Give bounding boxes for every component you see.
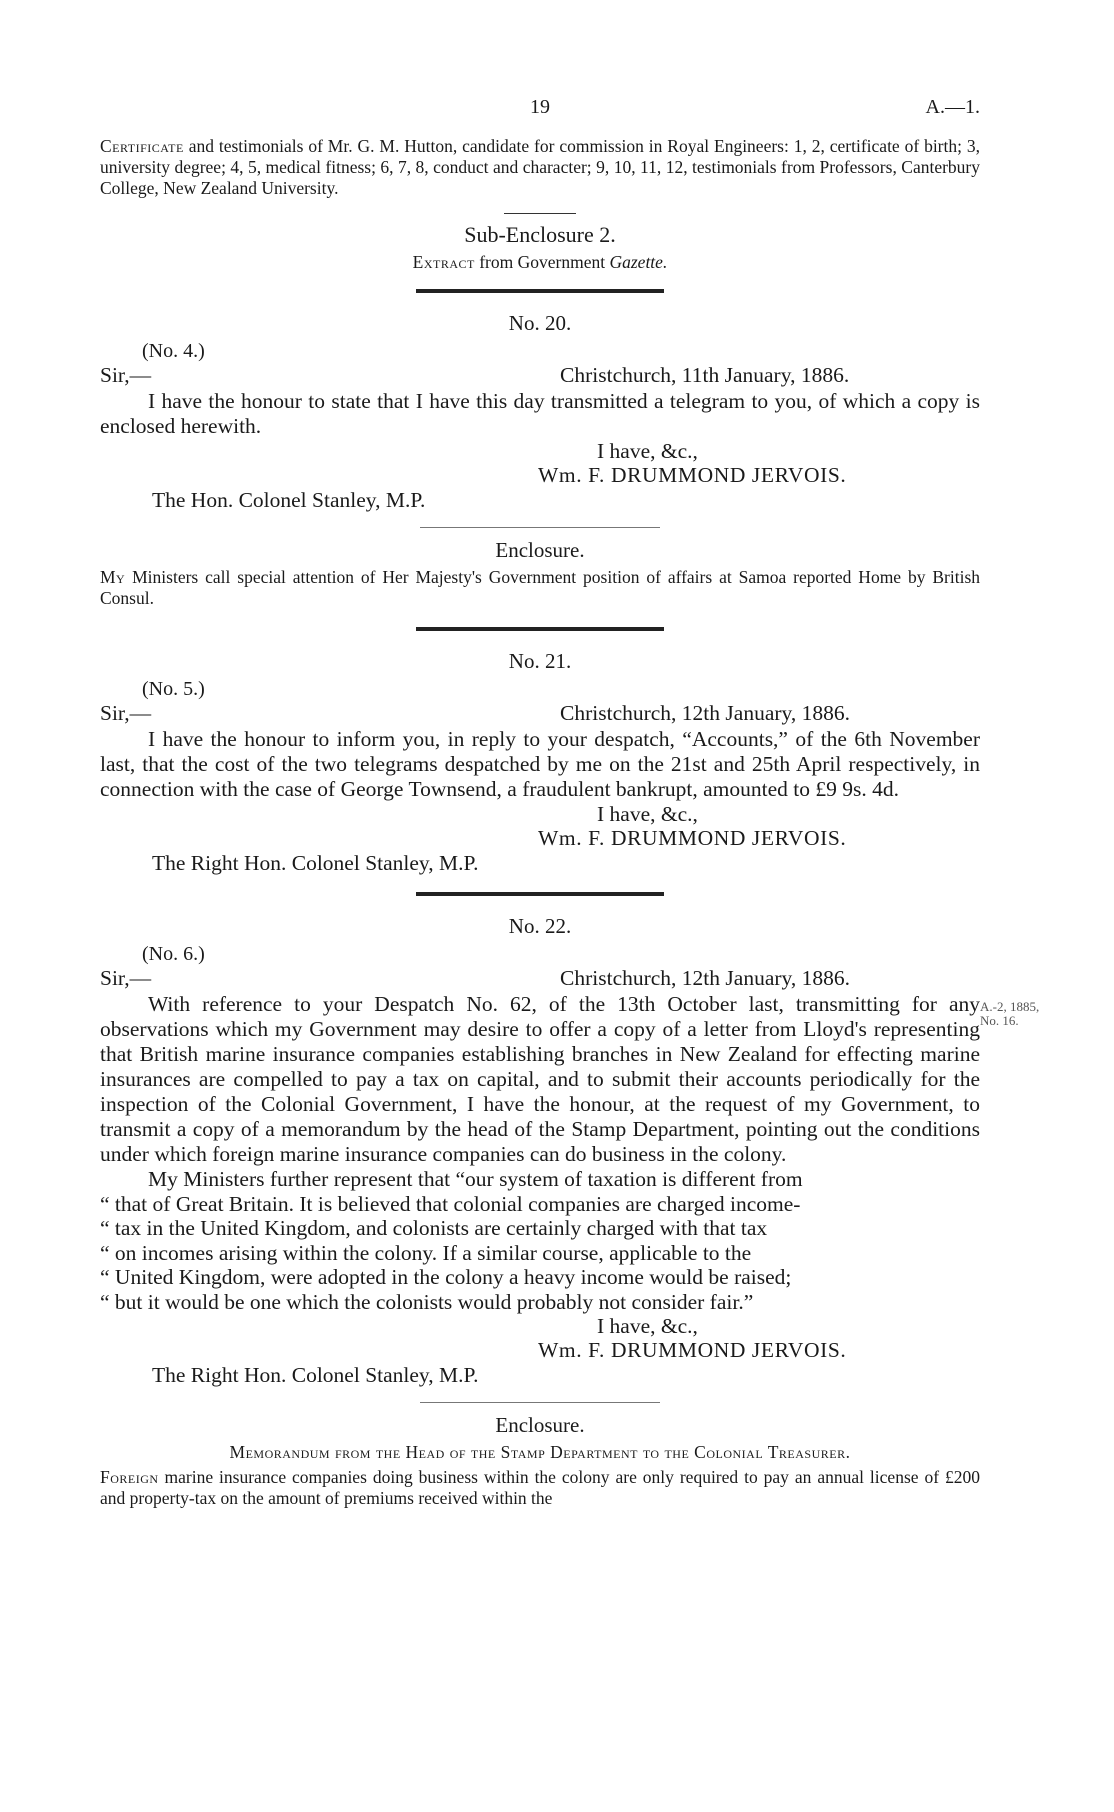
divider-thin <box>420 527 660 528</box>
salutation-21: Sir,— <box>100 701 152 725</box>
closing-20: I have, &c., <box>597 439 698 463</box>
quote-line: “ that of Great Britain. It is believed that colonial companies are charged income- <box>100 1191 801 1216</box>
enclosure-body-20: Ministers call special attention of Her Majesty's Government position of affairs at Samoa reported Home by British Consul. <box>100 567 980 608</box>
extract-line <box>100 252 980 273</box>
extract-text: from Government <box>474 252 610 272</box>
divider-thick <box>416 627 664 631</box>
letter-body-21: I have the honour to inform you, in reply to your despatch, “Accounts,” of the 6th November last, that the cost of the two telegrams despatched by me on the 21st and 25th April respectively, in connection with the case of George Townsend, a fraudulent bankrupt, amounted to £9 9s. 4d. <box>100 727 980 801</box>
enclosure-text-20 <box>100 567 980 609</box>
letter-number-21: No. 21. <box>508 649 572 673</box>
date-20: Christchurch, 11th January, 1886. <box>560 363 850 387</box>
enclosure-lead-20: My <box>100 567 126 587</box>
date-22: Christchurch, 12th January, 1886. <box>560 966 850 990</box>
addressee-21: The Right Hon. Colonel Stanley, M.P. <box>152 851 479 875</box>
quote-line: “ United Kingdom, were adopted in the colony a heavy income would be raised; <box>100 1265 792 1289</box>
memo-text <box>100 1467 980 1509</box>
signature-22: Wm. F. DRUMMOND JERVOIS. <box>538 1338 847 1362</box>
margin-note-line-2: No. 16. <box>980 1013 1019 1028</box>
letter-number-22: No. 22. <box>508 914 572 938</box>
document-reference: A.—1. <box>925 96 980 118</box>
divider-thin <box>420 1402 660 1403</box>
memo-body: marine insurance companies doing business within the colony are only required to pay an annual license of £200 and property-tax on the amount of premiums received within the <box>100 1467 980 1508</box>
divider-thick <box>416 892 664 896</box>
memo-heading: Memorandum from the Head of the Stamp Department to the Colonial Treasurer. <box>229 1442 851 1462</box>
letter-number-20: No. 20. <box>508 311 572 335</box>
margin-note-line-1: A.-2, 1885, <box>980 999 1040 1014</box>
divider-thick <box>416 289 664 293</box>
letter-ref-20: (No. 4.) <box>142 340 205 362</box>
intro-text: and testimonials of Mr. G. M. Hutton, candidate for commission in Royal Engineers: 1, 2, certificate of birth; 3, university degree; 4, 5, medical fitness; 6, 7, 8, conduct and character; 9, 10, 11, 12, testimonials from Professors, Canterbury College, New Zealand University. <box>100 136 980 198</box>
memo-lead: Foreign <box>100 1467 159 1487</box>
signature-20: Wm. F. DRUMMOND JERVOIS. <box>538 463 847 487</box>
letter-body-wrap-22 <box>100 992 1040 1167</box>
salutation-20: Sir,— <box>100 363 152 387</box>
quote-line: “ but it would be one which the colonists would probably not consider fair.” <box>100 1289 754 1314</box>
closing-22: I have, &c., <box>597 1314 698 1338</box>
salutation-line-20 <box>100 363 980 389</box>
page-header <box>100 96 980 136</box>
addressee-20: The Hon. Colonel Stanley, M.P. <box>152 488 426 512</box>
sub-enclosure-title: Sub-Enclosure 2. <box>464 222 616 247</box>
quote-line: “ tax in the United Kingdom, and colonists are certainly charged with that tax <box>100 1216 768 1240</box>
letter-body-20: I have the honour to state that I have this day transmitted a telegram to you, of which a copy is enclosed herewith. <box>100 389 980 438</box>
extract-source: Gazette. <box>609 252 668 272</box>
closing-21: I have, &c., <box>597 802 698 826</box>
letter-body-22: With reference to your Despatch No. 62, of the 13th October last, transmitting for any observations which my Government may desire to offer a copy of a letter from Lloyd's representing that British marine insurance companies establishing branches in New Zealand for effecting marine insurances are compelled to pay a tax on capital, and to submit their accounts periodically for the inspection of the Colonial Government, I have the honour, at the request of my Government, to transmit a copy of a memorandum by the head of the Stamp Department, pointing out the conditions under which foreign marine insurance companies can do business in the colony. <box>100 992 980 1166</box>
quote-block-22 <box>100 1167 980 1314</box>
intro-lead: Certificate <box>100 136 184 156</box>
page-number: 19 <box>530 96 550 118</box>
quote-line: My Ministers further represent that “our system of taxation is different from <box>148 1167 803 1191</box>
date-21: Christchurch, 12th January, 1886. <box>560 701 850 725</box>
enclosure-title-22: Enclosure. <box>495 1413 585 1437</box>
margin-note-22 <box>980 1000 1039 1028</box>
letter-ref-22: (No. 6.) <box>142 943 205 965</box>
document-page <box>100 96 1040 1509</box>
divider-short <box>504 213 576 214</box>
salutation-line-22 <box>100 966 980 992</box>
letter-ref-21: (No. 5.) <box>142 678 205 700</box>
enclosure-title-20: Enclosure. <box>495 538 585 562</box>
quote-line: “ on incomes arising within the colony. If a similar course, applicable to the <box>100 1240 752 1265</box>
intro-paragraph <box>100 136 980 199</box>
addressee-22: The Right Hon. Colonel Stanley, M.P. <box>152 1363 479 1387</box>
salutation-line-21 <box>100 701 980 727</box>
salutation-22: Sir,— <box>100 966 152 990</box>
extract-lead: Extract <box>412 252 475 272</box>
signature-21: Wm. F. DRUMMOND JERVOIS. <box>538 826 847 850</box>
